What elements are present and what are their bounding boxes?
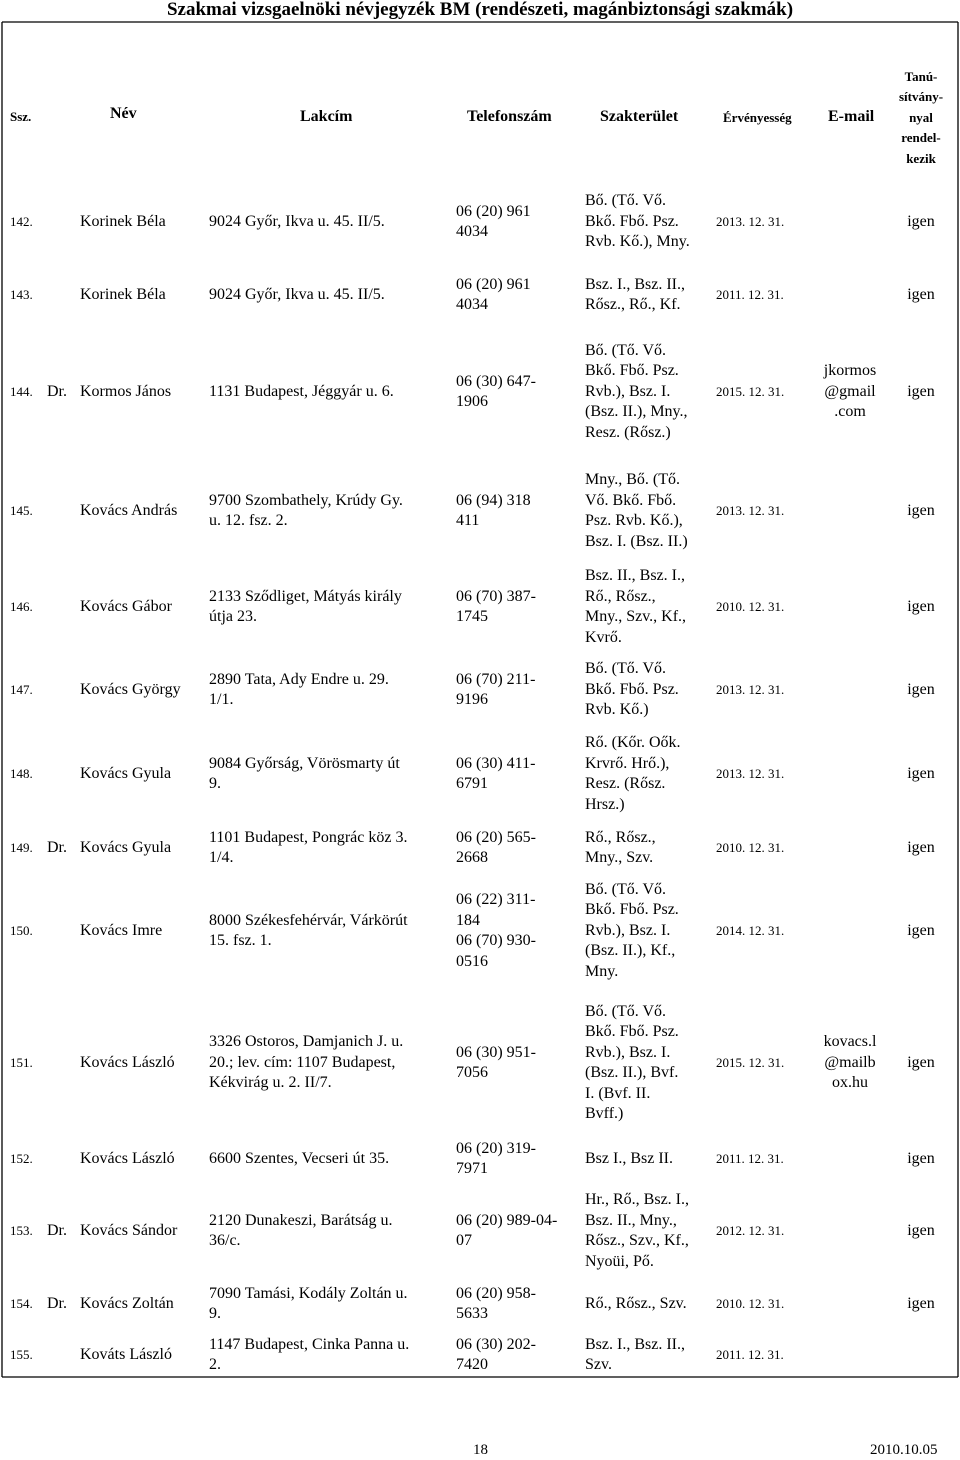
cell-telefon: 07 xyxy=(456,1232,472,1249)
cell-tanusitvany: igen xyxy=(907,1053,935,1071)
cell-ssz: 145. xyxy=(10,502,33,518)
cell-szakterulet: Bsz. II., Mny., xyxy=(585,1211,677,1229)
cell-telefon: 06 (30) 202- xyxy=(456,1335,536,1353)
cell-ervenyesseg: 2013. 12. 31. xyxy=(716,765,785,781)
cell-telefon: 7056 xyxy=(456,1064,488,1081)
cell-lakcim: 9. xyxy=(209,1305,221,1322)
cell-lakcim: 9700 Szombathely, Krúdy Gy. xyxy=(209,491,403,509)
cell-nev: Kormos János xyxy=(80,382,172,400)
cell-nev: Kováts László xyxy=(80,1345,172,1363)
cell-lakcim: 6600 Szentes, Vecseri út 35. xyxy=(209,1149,390,1167)
cell-szakterulet: Hr., Rő., Bsz. I., xyxy=(585,1191,689,1208)
cell-lakcim: 1/1. xyxy=(209,691,234,708)
cell-telefon: 4034 xyxy=(456,223,488,240)
cell-szakterulet: Bkő. Fbő. Psz. xyxy=(585,362,679,380)
cell-tanusitvany: igen xyxy=(907,680,935,698)
cell-telefon: 411 xyxy=(456,512,480,529)
cell-tanusitvany: igen xyxy=(907,382,935,400)
cell-ervenyesseg: 2011. 12. 31. xyxy=(716,1346,784,1362)
cell-szakterulet: Rő., Rősz., xyxy=(585,587,656,605)
cell-szakterulet: Resz. (Rősz. xyxy=(585,775,666,792)
cell-telefon: 4034 xyxy=(456,296,488,313)
cell-nev: Kovács Gyula xyxy=(80,764,172,782)
cell-lakcim: 15. fsz. 1. xyxy=(209,932,272,949)
cell-szakterulet: Vő. Bkő. Fbő. xyxy=(585,491,677,509)
cell-szakterulet: I. (Bvf. II. xyxy=(585,1084,651,1102)
footer-date: 2010.10.05 xyxy=(870,1442,938,1458)
cell-szakterulet: Szv. xyxy=(585,1356,612,1373)
cell-nev: Kovács Sándor xyxy=(80,1221,178,1239)
cell-telefon: 0516 xyxy=(456,952,488,970)
cell-lakcim: 2120 Dunakeszi, Barátság u. xyxy=(209,1211,393,1229)
cell-szakterulet: Rő., Rősz., xyxy=(585,828,656,846)
cell-title-dr: Dr. xyxy=(47,1294,67,1312)
cell-szakterulet: Resz. (Rősz.) xyxy=(585,423,671,441)
cell-telefon: 06 (70) 930- xyxy=(456,932,536,949)
cell-ervenyesseg: 2010. 12. 31. xyxy=(716,839,785,855)
cell-ssz: 149. xyxy=(10,839,33,855)
cell-szakterulet: (Bsz. II.), Kf., xyxy=(585,942,676,960)
column-header-tanusitvany: rendel- xyxy=(901,130,941,146)
cell-szakterulet: Bkő. Fbő. Psz. xyxy=(585,1023,679,1040)
cell-tanusitvany: igen xyxy=(907,212,935,230)
cell-szakterulet: Bvff.) xyxy=(585,1105,624,1122)
cell-email: kovacs.l xyxy=(823,1033,877,1051)
cell-email: .com xyxy=(834,403,866,421)
cell-lakcim: 9. xyxy=(209,775,221,792)
cell-tanusitvany: igen xyxy=(907,1221,935,1239)
column-header-telefon: Telefonszám xyxy=(467,108,552,125)
cell-szakterulet: Rvb.), Bsz. I. xyxy=(585,921,671,939)
cell-ervenyesseg: 2013. 12. 31. xyxy=(716,681,785,697)
cell-ervenyesseg: 2015. 12. 31. xyxy=(716,383,785,399)
cell-szakterulet: Rősz., Rő., Kf. xyxy=(585,296,681,313)
cell-tanusitvany: igen xyxy=(907,764,935,782)
cell-szakterulet: Bő. (Tő. Vő. xyxy=(585,880,667,898)
cell-ervenyesseg: 2012. 12. 31. xyxy=(716,1222,785,1238)
column-header-ssz: Ssz. xyxy=(10,109,32,124)
cell-ssz: 155. xyxy=(10,1346,33,1362)
cell-email: @gmail xyxy=(824,382,876,400)
cell-lakcim: 9084 Győrság, Vörösmarty út xyxy=(209,754,400,772)
cell-email: @mailb xyxy=(824,1053,876,1071)
cell-telefon: 06 (20) 958- xyxy=(456,1284,536,1302)
cell-szakterulet: Rősz., Szv., Kf., xyxy=(585,1232,689,1249)
cell-tanusitvany: igen xyxy=(907,921,935,939)
page-number: 18 xyxy=(473,1442,488,1458)
column-header-szakterulet: Szakterület xyxy=(600,108,679,125)
cell-telefon: 06 (20) 565- xyxy=(456,828,536,846)
cell-telefon: 06 (20) 989-04- xyxy=(456,1211,558,1229)
cell-szakterulet: Bő. (Tő. Vő. xyxy=(585,660,667,678)
cell-title-dr: Dr. xyxy=(47,1221,67,1239)
cell-szakterulet: (Bsz. II.), Bvf. xyxy=(585,1064,679,1081)
cell-szakterulet: Mny. xyxy=(585,962,619,980)
cell-lakcim: 2. xyxy=(209,1356,221,1373)
cell-ssz: 152. xyxy=(10,1150,33,1166)
cell-telefon: 184 xyxy=(456,911,480,929)
page-title: Szakmai vizsgaelnöki névjegyzék BM (rendészeti, magánbiztonsági szakmák) xyxy=(166,0,794,20)
cell-telefon: 06 (30) 951- xyxy=(456,1043,536,1061)
cell-ervenyesseg: 2010. 12. 31. xyxy=(716,598,785,614)
cell-lakcim: 36/c. xyxy=(209,1232,241,1249)
cell-szakterulet: Bsz. I., Bsz. II., xyxy=(585,275,685,293)
cell-lakcim: 7090 Tamási, Kodály Zoltán u. xyxy=(209,1284,408,1302)
cell-szakterulet: Rvb.), Bsz. I. xyxy=(585,382,671,400)
cell-ssz: 148. xyxy=(10,765,33,781)
cell-ervenyesseg: 2014. 12. 31. xyxy=(716,922,785,938)
cell-telefon: 06 (30) 411- xyxy=(456,754,536,772)
cell-szakterulet: Bsz. I., Bsz. II., xyxy=(585,1335,685,1353)
cell-lakcim: 1147 Budapest, Cinka Panna u. xyxy=(209,1335,410,1353)
cell-lakcim: 1/4. xyxy=(209,849,234,866)
column-header-tanusitvany: Tanú- xyxy=(904,68,938,84)
cell-nev: Korinek Béla xyxy=(80,212,166,230)
column-header-nev: Név xyxy=(110,105,137,122)
cell-ssz: 142. xyxy=(10,213,33,229)
cell-nev: Kovács László xyxy=(80,1053,175,1071)
column-header-email: E-mail xyxy=(828,108,875,125)
cell-lakcim: 9024 Győr, Ikva u. 45. II/5. xyxy=(209,285,385,303)
cell-telefon: 7420 xyxy=(456,1356,488,1373)
cell-ssz: 147. xyxy=(10,681,33,697)
cell-ssz: 146. xyxy=(10,598,33,614)
cell-szakterulet: Bsz. II., Bsz. I., xyxy=(585,567,685,584)
cell-tanusitvany: igen xyxy=(907,838,935,856)
cell-email: jkormos xyxy=(823,362,877,380)
cell-ssz: 154. xyxy=(10,1295,33,1311)
cell-ssz: 143. xyxy=(10,286,33,302)
cell-szakterulet: Rvb. Kő.) xyxy=(585,701,649,719)
cell-szakterulet: Rvb.), Bsz. I. xyxy=(585,1043,671,1061)
cell-nev: Kovács György xyxy=(80,680,181,698)
column-header-lakcim: Lakcím xyxy=(300,108,353,125)
cell-ssz: 144. xyxy=(10,383,33,399)
cell-telefon: 06 (20) 961 xyxy=(456,275,531,293)
cell-ervenyesseg: 2011. 12. 31. xyxy=(716,1150,784,1166)
cell-szakterulet: Mny., Szv. xyxy=(585,849,654,866)
cell-ervenyesseg: 2010. 12. 31. xyxy=(716,1295,785,1311)
cell-lakcim: útja 23. xyxy=(209,608,257,625)
cell-lakcim: 1101 Budapest, Pongrác köz 3. xyxy=(209,828,408,846)
cell-szakterulet: (Bsz. II.), Mny., xyxy=(585,403,688,421)
cell-szakterulet: Bő. (Tő. Vő. xyxy=(585,341,667,359)
cell-tanusitvany: igen xyxy=(907,285,935,303)
cell-ervenyesseg: 2011. 12. 31. xyxy=(716,286,784,302)
cell-szakterulet: Bő. (Tő. Vő. xyxy=(585,1002,667,1020)
cell-ervenyesseg: 2015. 12. 31. xyxy=(716,1054,785,1070)
cell-telefon: 2668 xyxy=(456,849,488,866)
cell-szakterulet: Kvrő. xyxy=(585,628,622,646)
cell-lakcim: 20.; lev. cím: 1107 Budapest, xyxy=(209,1053,396,1071)
cell-ervenyesseg: 2013. 12. 31. xyxy=(716,502,785,518)
column-header-tanusitvany: nyal xyxy=(909,109,933,125)
cell-lakcim: 2133 Sződliget, Mátyás király xyxy=(209,587,402,605)
cell-nev: Korinek Béla xyxy=(80,285,166,303)
cell-lakcim: 3326 Ostoros, Damjanich J. u. xyxy=(209,1033,404,1051)
column-header-ervenyesseg: Érvényesség xyxy=(723,110,792,125)
cell-lakcim: 2890 Tata, Ady Endre u. 29. xyxy=(209,670,389,688)
cell-telefon: 06 (70) 387- xyxy=(456,587,536,605)
column-header-tanusitvany: sítvány- xyxy=(898,89,944,105)
cell-ssz: 150. xyxy=(10,922,33,938)
cell-email: ox.hu xyxy=(832,1074,868,1092)
column-header-tanusitvany: kezik xyxy=(906,150,936,166)
cell-nev: Kovács András xyxy=(80,501,178,519)
cell-telefon: 9196 xyxy=(456,691,488,708)
cell-telefon: 7971 xyxy=(456,1160,488,1177)
cell-ssz: 151. xyxy=(10,1054,33,1070)
cell-nev: Kovács Zoltán xyxy=(80,1294,174,1312)
cell-lakcim: 9024 Győr, Ikva u. 45. II/5. xyxy=(209,212,385,230)
cell-szakterulet: Bsz. I. (Bsz. II.) xyxy=(585,532,688,550)
cell-ervenyesseg: 2013. 12. 31. xyxy=(716,213,785,229)
cell-title-dr: Dr. xyxy=(47,838,67,856)
cell-telefon: 6791 xyxy=(456,775,488,792)
cell-telefon: 5633 xyxy=(456,1305,488,1322)
cell-szakterulet: Mny., Szv., Kf., xyxy=(585,608,687,625)
cell-lakcim: Kékvirág u. 2. II/7. xyxy=(209,1074,332,1092)
cell-tanusitvany: igen xyxy=(907,1149,935,1167)
cell-lakcim: 8000 Székesfehérvár, Várkörút xyxy=(209,911,408,929)
cell-szakterulet: Mny., Bő. (Tő. xyxy=(585,471,680,488)
cell-nev: Kovács Gábor xyxy=(80,597,172,615)
cell-tanusitvany: igen xyxy=(907,1294,935,1312)
cell-szakterulet: Bkő. Fbő. Psz. xyxy=(585,901,679,919)
cell-tanusitvany: igen xyxy=(907,501,935,519)
cell-lakcim: 1131 Budapest, Jéggyár u. 6. xyxy=(209,382,394,400)
cell-nev: Kovács Imre xyxy=(80,921,163,939)
cell-telefon: 06 (30) 647- xyxy=(456,372,536,390)
cell-telefon: 06 (22) 311- xyxy=(456,891,536,908)
cell-ssz: 153. xyxy=(10,1222,33,1238)
cell-telefon: 06 (70) 211- xyxy=(456,670,536,688)
cell-telefon: 1745 xyxy=(456,608,488,625)
cell-telefon: 06 (20) 319- xyxy=(456,1139,536,1157)
cell-szakterulet: Psz. Rvb. Kő.), xyxy=(585,512,683,529)
cell-szakterulet: Hrsz.) xyxy=(585,795,625,813)
cell-lakcim: u. 12. fsz. 2. xyxy=(209,512,288,529)
cell-nev: Kovács Gyula xyxy=(80,838,172,856)
cell-szakterulet: Bő. (Tő. Vő. xyxy=(585,192,667,210)
cell-szakterulet: Rő., Rősz., Szv. xyxy=(585,1294,687,1312)
cell-szakterulet: Rvb. Kő.), Mny. xyxy=(585,233,690,251)
cell-szakterulet: Bkő. Fbő. Psz. xyxy=(585,212,679,230)
cell-nev: Kovács László xyxy=(80,1149,175,1167)
cell-szakterulet: Nyoüi, Pő. xyxy=(585,1252,654,1270)
cell-title-dr: Dr. xyxy=(47,382,67,400)
cell-tanusitvany: igen xyxy=(907,597,935,615)
cell-telefon: 06 (20) 961 xyxy=(456,202,531,220)
cell-szakterulet: Krvrő. Hrő.), xyxy=(585,754,670,772)
cell-szakterulet: Bsz I., Bsz II. xyxy=(585,1149,673,1167)
cell-szakterulet: Rő. (Kőr. Oők. xyxy=(585,734,681,751)
cell-szakterulet: Bkő. Fbő. Psz. xyxy=(585,680,679,698)
cell-telefon: 06 (94) 318 xyxy=(456,491,531,509)
cell-telefon: 1906 xyxy=(456,393,488,410)
